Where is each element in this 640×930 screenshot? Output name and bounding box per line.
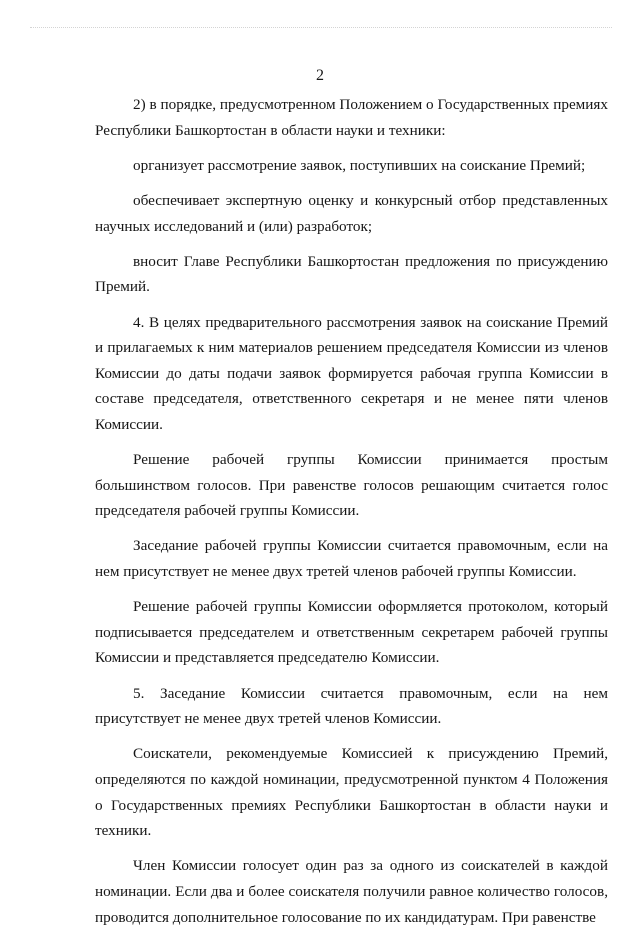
paragraph-proposals-to-head: вносит Главе Республики Башкортостан предложения по присуждению Премий.	[95, 252, 608, 296]
paragraph-candidates-by-nomination: Соискатели, рекомендуемые Комиссией к присуждению Премий, определяются по каждой номинации, предусмотренной пунктом 4 Положения о Государственных премиях Республики Башкортостан в области науки и техники.	[95, 745, 608, 840]
paragraph-voting-procedure: Член Комиссии голосует один раз за одного из соискателей в каждой номинации. Если два и более соискателя получили равное количество голосов, проводится дополнительное голосование по их кандидатурам. При равенстве	[95, 857, 608, 926]
paragraph-order-procedure: 2) в порядке, предусмотренном Положением о Государственных премиях Республики Башкортостан в области науки и техники:	[95, 96, 608, 139]
document-body	[95, 92, 608, 930]
paragraph-working-group-quorum: Заседание рабочей группы Комиссии считается правомочным, если на нем присутствует не менее двух третей членов рабочей группы Комиссии.	[95, 537, 608, 581]
paragraph-organizes-review: организует рассмотрение заявок, поступивших на соискание Премий;	[133, 156, 586, 174]
page-number: 2	[316, 67, 324, 84]
paragraph-section-4-working-group: 4. В целях предварительного рассмотрения заявок на соискание Премий и прилагаемых к ним материалов решением председателя Комиссии из членов Комиссии до даты подачи заявок формируется рабочая группа Комиссии в составе председателя, ответственного секретаря и не менее пяти членов Комиссии.	[95, 313, 608, 433]
scan-artifact-line	[30, 27, 612, 29]
paragraph-working-group-decision: Решение рабочей группы Комиссии принимается простым большинством голосов. При равенстве голосов решающим считается голос председателя рабочей группы Комиссии.	[95, 451, 608, 520]
paragraph-expert-evaluation: обеспечивает экспертную оценку и конкурсный отбор представленных научных исследований и (или) разработок;	[95, 191, 608, 235]
paragraph-section-5-commission-quorum: 5. Заседание Комиссии считается правомочным, если на нем присутствует не менее двух третей членов Комиссии.	[95, 684, 608, 728]
paragraph-working-group-protocol: Решение рабочей группы Комиссии оформляется протоколом, который подписывается председателем и ответственным секретарем рабочей группы Комиссии и представляется председателю Комиссии.	[95, 598, 608, 667]
